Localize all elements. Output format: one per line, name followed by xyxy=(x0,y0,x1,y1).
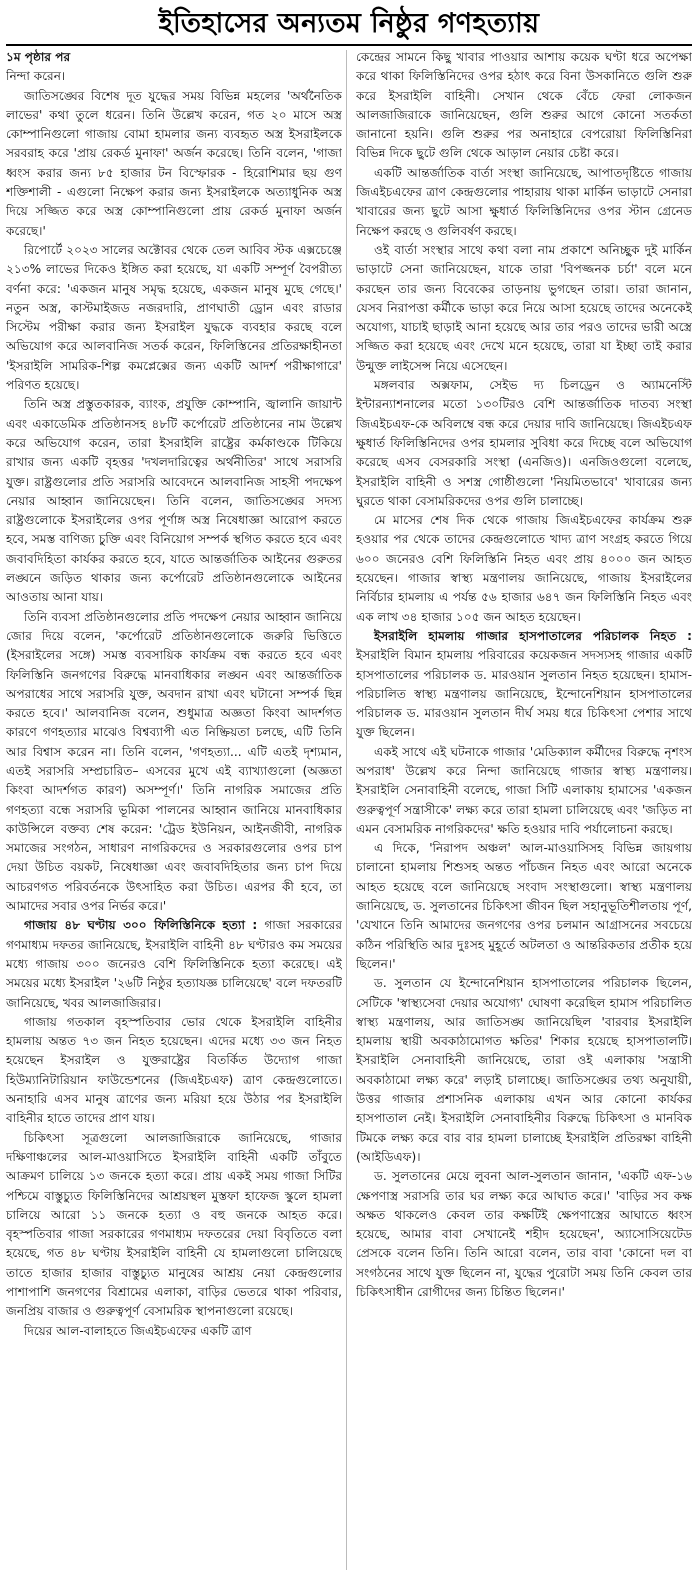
subheading: ইসরাইলি হামলায় গাজার হাসপাতালের পরিচালক নিহত : xyxy=(374,628,692,643)
paragraph: ড. সুলতান যে ইন্দোনেশিয়ান হাসপাতালের পরিচালক ছিলেন, সেটিকে 'স্বাস্থ্যসেবা দেয়ার অযোগ্য' ঘোষণা করেছিল হামাস পরিচালিত স্বাস্থ্য মন্ত্রণালয়, আর জাতিসঙ্ঘ জানিয়েছিল 'বারবার ইসরাইলি হামলায় স্থায়ী অবকাঠামোগত ক্ষতির' শিকার হয়েছে হাসপাতালটি। ইসরাইলি সেনাবাহিনী জানিয়েছে, তারা ওই এলাকায় 'সন্ত্রাসী অবকাঠামো লক্ষ্য করে' লড়াই চালাচ্ছে। জাতিসঙ্ঘের তথ্য অনুযায়ী, উত্তর গাজার প্রশাসনিক এলাকায় এখন আর কোনো কার্যকর হাসপাতাল নেই। ইসরাইলি সেনাবাহিনীর বিরুদ্ধে চিকিৎসা ও মানবিক টিমকে লক্ষ্য করে বার বার হামলা চালাচ্ছে ইসরাইলি প্রতিরক্ষা বাহিনী (আইডিএফ)। xyxy=(356,976,692,1164)
paragraph: রিপোর্টে ২০২৩ সালের অক্টোবর থেকে তেল আবিব স্টক এক্সচেঞ্জে ২১৩% লাভের দিকেও ইঙ্গিত করা হয়েছে, যা একটি সম্পূর্ণ বৈপরীত্য বর্ণনা করে: 'একজন মানুষ সমৃদ্ধ হয়েছে, একজন মানুষ মুছে গেছে।' নতুন অস্ত্র, কাস্টমাইজড নজরদারি, প্রাণঘাতী ড্রোন এবং রাডার সিস্টেম পরীক্ষা করার জন্য ইসরাইল যুদ্ধকে ব্যবহার করছে বলে অভিযোগ করে আলবানিজ সতর্ক করেন, ফিলিস্তিনের প্রতিরক্ষাহীনতা 'ইসরাইলি সামরিক-শিল্প কমপ্লেক্সের জন্য একটি আদর্শ পরীক্ষাগারে' পরিণত হয়েছে। xyxy=(6,242,342,393)
left-column xyxy=(6,48,342,1570)
paragraph: চিকিৎসা সূত্রগুলো আলজাজিরাকে জানিয়েছে, গাজার দক্ষিণাঞ্চলের আল-মাওয়াসিতে ইসরাইলি বাহিনী একটি তাঁবুতে আক্রমণ চালিয়ে ১৩ জনকে হত্যা করে। প্রায় একই সময় গাজা সিটির পশ্চিমে বাস্তুচ্যুত ফিলিস্তিনিদের আশ্রয়স্থল মুস্তফা হাফেজ স্কুলে হামলা চালিয়ে আরো ১১ জনকে হত্যা ও বহু জনকে আহত করে। বৃহস্পতিবার গাজা সরকারের গণমাধ্যম দফতরের দেয়া বিবৃতিতে বলা হয়েছে, গত ৪৮ ঘণ্টায় ইসরাইলি বাহিনী যে হামলাগুলো চালিয়েছে তাতে হাজার হাজার বাস্তুচ্যুত মানুষের আশ্রয় নেয়া কেন্দ্রগুলোর পাশাপাশি জনগণের বিশ্রামের এলাকা, বাড়ির ভেতরে থাকা পরিবার, জনপ্রিয় বাজার ও গুরুত্বপূর্ণ বেসামরিক স্থাপনাগুলো রয়েছে। xyxy=(6,1130,342,1319)
headline-rule xyxy=(6,44,692,46)
column-divider xyxy=(346,50,347,1570)
continuation-kicker: ১ম পৃষ্ঠার পর xyxy=(6,50,71,64)
paragraph: নিন্দা করেন। xyxy=(6,69,66,84)
headline: ইতিহাসের অন্যতম নিষ্ঠুর গণহত্যায় xyxy=(158,8,540,39)
paragraph-text: গাজা সরকারের গণমাধ্যম দফতর জানিয়েছে, ইসরাইলি বাহিনী ৪৮ ঘণ্টারও কম সময়ের মধ্যে গাজায় ৩০০ জনেরও বেশি ফিলিস্তিনিকে হত্যা করেছে। এই সময়ের মধ্যে ইসরাইল '২৬টি নিষ্ঠুর হত্যাযজ্ঞ চালিয়েছে' বলে দফতরটি জানিয়েছে, খবর আলজাজিরার। xyxy=(6,918,342,1010)
subhead-paragraph xyxy=(356,627,692,743)
paragraph: মে মাসের শেষ দিক থেকে গাজায় জিএইচএফের কার্যক্রম শুরু হওয়ার পর থেকে তাদের কেন্দ্রগুলোতে খাদ্য ত্রাণ সংগ্রহ করতে গিয়ে ৬০০ জনেরও বেশি ফিলিস্তিনি নিহত এবং প্রায় ৪০০০ জন আহত হয়েছেন। গাজার স্বাস্থ্য মন্ত্রণালয় জানিয়েছে, গাজায় ইসরাইলের নির্বিচার হামলায় এ পর্যন্ত ৫৬ হাজার ৬৪৭ জন ফিলিস্তিনি নিহত এবং এক লাখ ৩৪ হাজার ১০৫ জন আহত হয়েছেন। xyxy=(356,513,692,624)
paragraph: ওই বার্তা সংস্থার সাথে কথা বলা নাম প্রকাশে অনিচ্ছুক দুই মার্কিন ভাড়াটে সেনা জানিয়েছেন, যাকে তারা 'বিপজ্জনক চর্চা' বলে মনে করছেন তার জন্য বিবেকের তাড়নায় ভুগছেন তারা। তারা জানান, যেসব নিরাপত্তা কর্মীকে ভাড়া করে নিয়ে আসা হয়েছে তাদের অনেকেই অযোগ্য, যাচাই ছাড়াই আনা হয়েছে আর তার পরও তাদের ভারী অস্ত্রে সজ্জিত করা হয়েছে এবং দেখে মনে হয়েছে, তারা যা ইচ্ছা তাই করার উন্মুক্ত লাইসেন্স নিয়ে এসেছেন। xyxy=(356,242,692,373)
paragraph: জাতিসঙ্ঘের বিশেষ দূত যুদ্ধের সময় বিভিন্ন মহলের 'অর্থনৈতিক লাভের' কথা তুলে ধরেন। তিনি উল্লেখ করেন, গত ২০ মাসে অস্ত্র কোম্পানিগুলো গাজায় বোমা হামলার জন্য ব্যবহৃত অস্ত্র ইসরাইলকে সরবরাহ করে 'প্রায় রেকর্ড মুনাফা' অর্জন করেছে। তিনি বলেন, 'গাজা ধ্বংস করার জন্য ৮৫ হাজার টন বিস্ফোরক - হিরোশিমার ছয় গুণ শক্তিশালী - এগুলো নিক্ষেপ করার জন্য ইসরাইলকে অত্যাধুনিক অস্ত্র দিয়ে সজ্জিত করে অস্ত্র কোম্পানিগুলো প্রায় রেকর্ড মুনাফা অর্জন করেছে।' xyxy=(6,88,342,238)
paragraph: তিনি ব্যবসা প্রতিষ্ঠানগুলোর প্রতি পদক্ষেপ নেয়ার আহ্বান জানিয়ে জোর দিয়ে বলেন, 'কর্পোরেট প্রতিষ্ঠানগুলোকে জরুরি ভিত্তিতে (ইসরাইলের সঙ্গে) সমস্ত ব্যবসায়িক কার্যক্রম বন্ধ করতে হবে এবং ফিলিস্তিনি জনগণের বিরুদ্ধে মানবাধিকার লঙ্ঘন এবং আন্তর্জাতিক অপরাধের সাথে সরাসরি যুক্ত, অবদান রাখা এবং ঘটানো সম্পর্ক ছিন্ন করতে হবে।' আলবানিজ বলেন, শুধুমাত্র অজ্ঞতা কিংবা আদর্শগত কারণে গণহত্যার মাঝেও বিশ্বব্যাপী এত নিষ্ক্রিয়তা চলছে, এটি তিনি আর বিশ্বাস করেন না। তিনি বলেন, 'গণহত্যা... এটি এতই দৃশ্যমান, এতই সরাসরি সম্প্রচারিত– এসবের মুখে এই ব্যাখ্যাগুলো (অজ্ঞতা কিংবা আদর্শগত কারণ) অসম্পূর্ণ।' তিনি নাগরিক সমাজের প্রতি গণহত্যা বন্ধে সরাসরি ভূমিকা পালনের আহ্বান জানিয়ে মানবাধিকার কাউন্সিলে বক্তব্য শেষ করেন: 'ট্রেড ইউনিয়ন, আইনজীবী, নাগরিক সমাজের সংগঠন, সাধারণ নাগরিকদের ও সরকারগুলোর ওপর চাপ দেয়া উচিত বয়কট, নিষেধাজ্ঞা এবং জবাবদিহিতার জন্য চাপ দিয়ে আচরণগত পরিবর্তনকে উৎসাহিত করা উচিত। এরপর কী হবে, তা আমাদের সবার ওপর নির্ভর করে।' xyxy=(6,609,342,914)
paragraph: দিয়ের আল-বালাহতে জিএইচএফের একটি ত্রাণ xyxy=(24,1323,252,1338)
subhead-paragraph xyxy=(6,916,342,1012)
paragraph: একটি আন্তর্জাতিক বার্তা সংস্থা জানিয়েছে, আপাতদৃষ্টিতে গাজায় জিএইচএফের ত্রাণ কেন্দ্রগুলোর পাহারায় থাকা মার্কিন ভাড়াটে সেনারা খাবারের জন্য ছুটে আসা ক্ষুধার্ত ফিলিস্তিনিদের ওপর স্টান গ্রেনেড নিক্ষেপ করছে ও গুলিবর্ষণ করছে। xyxy=(356,165,692,238)
paragraph: গাজায় গতকাল বৃহস্পতিবার ভোর থেকে ইসরাইলি বাহিনীর হামলায় অন্তত ৭৩ জন নিহত হয়েছেন। এদের মধ্যে ৩৩ জন নিহত হয়েছেন ইসরাইল ও যুক্তরাষ্ট্রের বিতর্কিত উদ্যোগ গাজা হিউম্যানিটারিয়ান ফাউন্ডেশনের (জিএইচএফ) ত্রাণ কেন্দ্রগুলোতে। অনাহারি এসব মানুষ ত্রাণের জন্য মরিয়া হয়ে উঠার পর ইসরাইলি বাহিনীর হাতে তাদের প্রাণ যায়। xyxy=(6,1014,342,1126)
right-column xyxy=(356,48,692,1570)
paragraph: এ দিকে, 'নিরাপদ অঞ্চল' আল-মাওয়াসিসহ বিভিন্ন জায়গায় চালানো হামলায় শিশুসহ অন্তত পাঁচজন নিহত এবং আরো অনেকে আহত হয়েছে বলে জানিয়েছে সংবাদ সংস্থাগুলো। স্বাস্থ্য মন্ত্রণালয় জানিয়েছে, ড. সুলতানের চিকিৎসা জীবন ছিল সহানুভূতিশীলতায় পূর্ণ, 'যেখানে তিনি আমাদের জনগণের ওপর চলমান আগ্রাসনের সবচেয়ে কঠিন পরিস্থিতি আর দুঃসহ মুহূর্তে অটলতা ও আন্তরিকতার প্রতীক হয়ে ছিলেন।' xyxy=(356,841,692,971)
paragraph: মঙ্গলবার অক্সফাম, সেইভ দ্য চিলড্রেন ও অ্যামনেস্টি ইন্টারন্যাশনালের মতো ১৩০টিরও বেশি আন্তর্জাতিক দাতব্য সংস্থা জিএইচএফ-কে অবিলম্বে বন্ধ করে দেয়ার দাবি জানিয়েছে। জিএইচএফ ক্ষুধার্ত ফিলিস্তিনিদের ওপর হামলার সুবিধা করে দিচ্ছে বলে অভিযোগ করেছে এসব বেসরকারি সংস্থা (এনজিও)। এনজিওগুলো বলেছে, ইসরাইলি বাহিনী ও সশস্ত্র গোষ্ঠীগুলো 'নিয়মিতভাবে' খাবারের জন্য ঘুরতে থাকা বেসামরিকদের ওপর গুলি চালাচ্ছে। xyxy=(356,378,692,508)
paragraph: তিনি অস্ত্র প্রস্তুতকারক, ব্যাংক, প্রযুক্তি কোম্পানি, জ্বালানি জায়ান্ট এবং একাডেমিক প্রতিষ্ঠানসহ ৪৮টি কর্পোরেট প্রতিষ্ঠানের নাম উল্লেখ করে অভিযোগ করেন, তারা ইসরাইলি রাষ্ট্রের কর্মকাণ্ডকে টিকিয়ে রাখার জন্য একটি বৃহত্তর 'দখলদারিত্বের অর্থনীতির' সাথে সরাসরি যুক্ত। রাষ্ট্রগুলোর প্রতি সরাসরি আবেদনে আলবানিজ সাহসী পদক্ষেপ নেয়ার আহ্বান জানিয়েছেন। তিনি বলেন, জাতিসঙ্ঘের সদস্য রাষ্ট্রগুলোকে ইসরাইলের ওপর পূর্ণাঙ্গ অস্ত্র নিষেধাজ্ঞা আরোপ করতে হবে, সমস্ত বাণিজ্য চুক্তি এবং বিনিয়োগ সম্পর্ক স্থগিত করতে হবে এবং জবাবদিহিতা কার্যকর করতে হবে, যাতে আন্তর্জাতিক আইনের গুরুতর লঙ্ঘনে জড়িত থাকার জন্য কর্পোরেট প্রতিষ্ঠানগুলোকে আইনের আওতায় আনা যায়। xyxy=(6,397,342,605)
paragraph: কেন্দ্রের সামনে কিছু খাবার পাওয়ার আশায় কয়েক ঘণ্টা ধরে অপেক্ষা করে থাকা ফিলিস্তিনিদের ওপর হঠাৎ করে বিনা উসকানিতে গুলি শুরু করে ইসরাইলি বাহিনী। সেখান থেকে বেঁচে ফেরা লোকজন আলজাজিরাকে জানিয়েছেন, গুলি শুরুর আগে কোনো সতর্কতা জানানো হয়নি। গুলি শুরুর পর অনাহারে বেপরোয়া ফিলিস্তিনিরা বিভিন্ন দিকে ছুটে গুলি থেকে আড়াল নেয়ার চেষ্টা করে। xyxy=(356,50,692,161)
subheading: গাজায় ৪৮ ঘণ্টায় ৩০০ ফিলিস্তিনিকে হত্যা : xyxy=(24,918,258,933)
paragraph: একই সাথে এই ঘটনাকে গাজার 'মেডিক্যাল কর্মীদের বিরুদ্ধে নৃশংস অপরাধ' উল্লেখ করে নিন্দা জানিয়েছে গাজার স্বাস্থ্য মন্ত্রণালয়। ইসরাইলি সেনাবাহিনী বলেছে, গাজা সিটি এলাকায় হামাসের 'একজন গুরুত্বপূর্ণ সন্ত্রাসীকে' লক্ষ্য করে তারা হামলা চালিয়েছে এবং 'জড়িত না এমন বেসামরিক নাগরিকদের' ক্ষতি হওয়ার দাবি পর্যালোচনা করছে। xyxy=(356,744,692,836)
paragraph-text: ইসরাইলি বিমান হামলায় পরিবারের কয়েকজন সদস্যসহ গাজার একটি হাসপাতালের পরিচালক ড. মারওয়ান সুলতান নিহত হয়েছেন। হামাস-পরিচালিত স্বাস্থ্য মন্ত্রণালয় জানিয়েছে, ইন্দোনেশিয়ান হাসপাতালের পরিচালক ড. মারওয়ান সুলতান দীর্ঘ সময় ধরে চিকিৎসা পেশার সাথে যুক্ত ছিলেন। xyxy=(356,648,692,740)
paragraph: ড. সুলতানের মেয়ে লুবনা আল-সুলতান জানান, 'একটি এফ-১৬ ক্ষেপণাস্ত্র সরাসরি তার ঘর লক্ষ্য করে আঘাত করে।' 'বাড়ির সব কক্ষ অক্ষত থাকলেও কেবল তার কক্ষটিই ক্ষেপণাস্ত্রের আঘাতে ধ্বংস হয়েছে, আমার বাবা সেখানেই শহীদ হয়েছেন', অ্যাসোসিয়েটেড প্রেসকে বলেন তিনি। তিনি আরো বলেন, তার বাবা 'কোনো দল বা সংগঠনের সাথে যুক্ত ছিলেন না, যুদ্ধের পুরোটা সময় তিনি কেবল তার চিকিৎসাধীন রোগীদের জন্য চিন্তিত ছিলেন।' xyxy=(356,1169,692,1299)
